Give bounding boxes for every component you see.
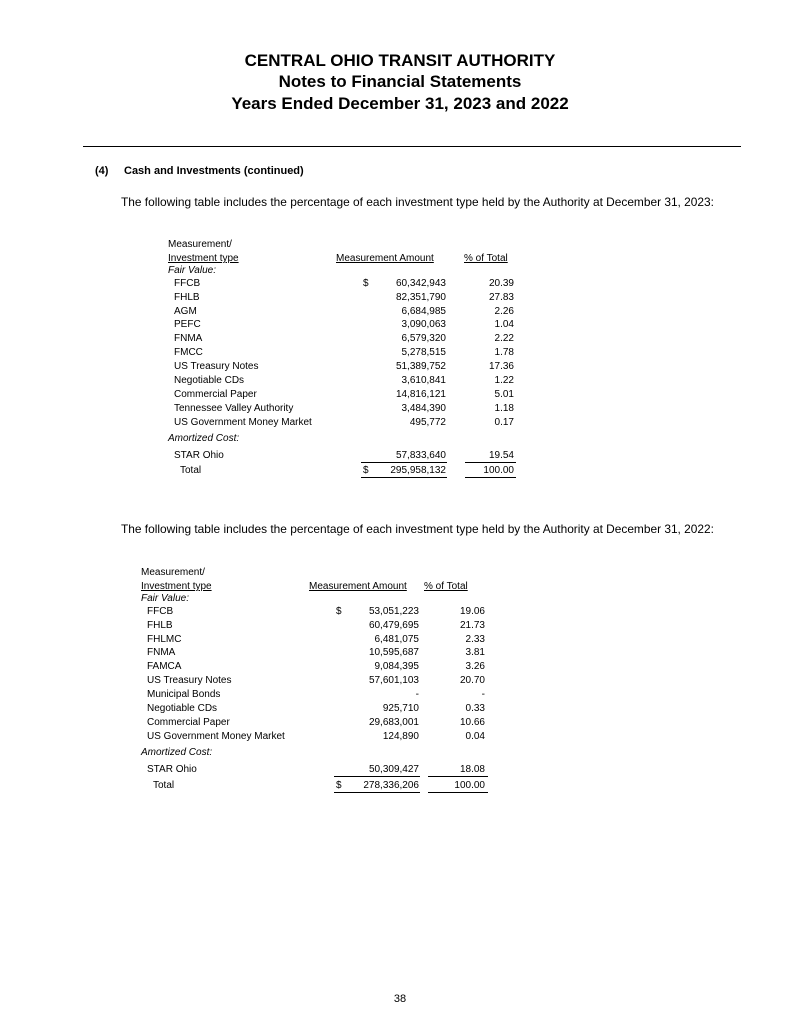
table-row: [168, 360, 528, 373]
table-row: [168, 449, 528, 462]
percent-of-total: 17.36: [488, 361, 514, 373]
percent-of-total: 27.83: [488, 291, 514, 303]
investment-name: FFCB: [174, 277, 201, 289]
table-row: [168, 346, 528, 359]
investment-name: Total: [153, 779, 175, 791]
measurement-amount: -: [415, 689, 419, 701]
investment-name: US Government Money Market: [174, 416, 312, 428]
table-row: [168, 238, 528, 251]
percent-of-total: 1.04: [494, 319, 514, 331]
table-row: [168, 416, 528, 429]
percent-of-total: -: [481, 689, 485, 701]
table-row: [141, 633, 501, 646]
investment-name: STAR Ohio: [174, 449, 224, 461]
table-row: [168, 332, 528, 345]
table-row: [141, 660, 501, 673]
investment-name: Negotiable CDs: [147, 703, 218, 714]
percent-of-total: 21.73: [459, 619, 485, 631]
measurement-amount: 60,479,695: [368, 619, 419, 631]
column-header-amount: Measurement Amount: [309, 580, 407, 592]
percent-of-total: 5.01: [494, 388, 514, 400]
percent-of-total: 100.00: [483, 465, 514, 477]
measurement-amount: 60,342,943: [395, 277, 446, 289]
table-row: [141, 716, 501, 729]
percent-of-total: 1.78: [494, 347, 514, 359]
table-row: [141, 592, 501, 605]
table-row: [141, 779, 501, 792]
investment-name: FHLB: [147, 619, 173, 631]
table-row: [168, 291, 528, 304]
measurement-amount: 50,309,427: [368, 763, 419, 775]
investment-name: Commercial Paper: [174, 388, 257, 400]
column-header-measurement: Measurement/: [168, 239, 232, 250]
column-header-investment-type: Investment type: [168, 252, 239, 264]
investment-name: FMCC: [174, 347, 203, 359]
measurement-amount: 6,579,320: [401, 333, 446, 345]
measurement-amount: 10,595,687: [368, 647, 419, 659]
table-row: [168, 277, 528, 290]
investment-name: US Treasury Notes: [174, 361, 259, 373]
section-number: (4): [95, 165, 109, 177]
investment-name: FAMCA: [147, 661, 182, 673]
table-row: [141, 674, 501, 687]
measurement-amount: 57,601,103: [368, 675, 419, 687]
table-row: [168, 432, 528, 445]
table-row: [168, 388, 528, 401]
subtotal-rule-amount: [361, 462, 447, 463]
currency-symbol: $: [336, 605, 342, 617]
measurement-amount: 6,481,075: [374, 633, 419, 645]
total-rule-amount: [361, 477, 447, 478]
investments-table-2023: [168, 238, 528, 490]
intro-2022: The following table includes the percentage of each investment type held by the Authority at December 31, 2022:: [121, 522, 714, 536]
table-row: [168, 264, 528, 277]
table-row: [141, 688, 501, 701]
page-number: 38: [393, 993, 407, 1005]
table-row: [141, 646, 501, 659]
currency-symbol: $: [363, 277, 369, 289]
column-header-percent: % of Total: [464, 252, 508, 264]
column-header-measurement: Measurement/: [141, 567, 205, 578]
investment-name: AGM: [174, 305, 197, 317]
table-row: [141, 566, 501, 579]
percent-of-total: 3.81: [465, 647, 485, 659]
investment-name: STAR Ohio: [147, 763, 197, 775]
table-row: [168, 305, 528, 318]
investment-name: Total: [180, 465, 202, 477]
measurement-amount: 3,090,063: [401, 319, 446, 331]
table-row: [141, 746, 501, 759]
investment-name: Negotiable CDs: [174, 375, 245, 386]
measurement-amount: 9,084,395: [374, 661, 419, 673]
subtotal-rule-percent: [465, 462, 516, 463]
percent-of-total: 3.26: [465, 661, 485, 673]
amortized-cost-label: Amortized Cost:: [168, 432, 240, 444]
table-row: [141, 702, 501, 715]
investment-name: FNMA: [147, 647, 176, 659]
header-divider: [83, 146, 741, 147]
investment-name: Municipal Bonds: [147, 689, 221, 701]
percent-of-total: 20.70: [459, 675, 485, 687]
table-row: [168, 318, 528, 331]
investment-name: PEFC: [174, 319, 201, 331]
total-rule-amount: [334, 792, 420, 793]
percent-of-total: 0.17: [494, 416, 514, 428]
percent-of-total: 2.33: [465, 633, 485, 645]
measurement-amount: 3,610,841: [401, 375, 446, 386]
measurement-amount: 6,684,985: [401, 305, 446, 317]
investment-name: FFCB: [147, 605, 174, 617]
intro-2023: The following table includes the percentage of each investment type held by the Authority at December 31, 2023:: [121, 195, 714, 209]
subtotal-rule-percent: [428, 776, 488, 777]
measurement-amount: 295,958,132: [390, 465, 446, 477]
measurement-amount: 29,683,001: [368, 716, 419, 728]
measurement-amount: 14,816,121: [395, 388, 446, 400]
percent-of-total: 1.22: [494, 375, 514, 386]
table-row: [141, 605, 501, 618]
percent-of-total: 18.08: [459, 763, 485, 775]
measurement-amount: 82,351,790: [395, 291, 446, 303]
document-title: Notes to Financial Statements: [278, 72, 522, 91]
column-header-percent: % of Total: [424, 580, 468, 592]
percent-of-total: 1.18: [494, 402, 514, 414]
percent-of-total: 100.00: [454, 779, 485, 791]
investment-name: US Government Money Market: [147, 730, 285, 742]
table-row: [141, 763, 501, 776]
total-rule-percent: [428, 792, 488, 793]
percent-of-total: 2.26: [494, 305, 514, 317]
investment-name: FHLB: [174, 291, 200, 303]
investment-name: FNMA: [174, 333, 203, 345]
fair-value-label: Fair Value:: [168, 264, 216, 276]
currency-symbol: $: [363, 465, 369, 477]
measurement-amount: 925,710: [382, 703, 419, 714]
section-title: Cash and Investments (continued): [124, 165, 304, 177]
subtotal-rule-amount: [334, 776, 420, 777]
investments-table-2022: [141, 566, 501, 806]
measurement-amount: 57,833,640: [395, 449, 446, 461]
table-row: [168, 374, 528, 387]
total-rule-percent: [465, 477, 516, 478]
measurement-amount: 495,772: [409, 416, 446, 428]
table-row: [141, 619, 501, 632]
percent-of-total: 10.66: [459, 716, 485, 728]
percent-of-total: 0.33: [465, 703, 485, 714]
measurement-amount: 124,890: [382, 730, 419, 742]
percent-of-total: 0.04: [465, 730, 485, 742]
measurement-amount: 278,336,206: [363, 779, 419, 791]
table-row: [168, 402, 528, 415]
investment-name: FHLMC: [147, 633, 182, 645]
percent-of-total: 2.22: [494, 333, 514, 345]
percent-of-total: 20.39: [488, 277, 514, 289]
percent-of-total: 19.54: [488, 449, 514, 461]
org-name: CENTRAL OHIO TRANSIT AUTHORITY: [244, 51, 556, 70]
table-row: [141, 730, 501, 743]
fair-value-label: Fair Value:: [141, 592, 189, 604]
investment-name: Commercial Paper: [147, 716, 230, 728]
measurement-amount: 3,484,390: [401, 402, 446, 414]
measurement-amount: 53,051,223: [368, 605, 419, 617]
column-header-investment-type: Investment type: [141, 580, 212, 592]
section-heading: [95, 165, 304, 177]
amortized-cost-label: Amortized Cost:: [141, 746, 213, 758]
investment-name: Tennessee Valley Authority: [174, 402, 294, 414]
document-period: Years Ended December 31, 2023 and 2022: [231, 94, 569, 113]
percent-of-total: 19.06: [459, 605, 485, 617]
currency-symbol: $: [336, 779, 342, 791]
table-row: [168, 464, 528, 477]
investment-name: US Treasury Notes: [147, 675, 232, 687]
measurement-amount: 51,389,752: [395, 361, 446, 373]
column-header-amount: Measurement Amount: [336, 252, 434, 264]
measurement-amount: 5,278,515: [401, 347, 446, 359]
